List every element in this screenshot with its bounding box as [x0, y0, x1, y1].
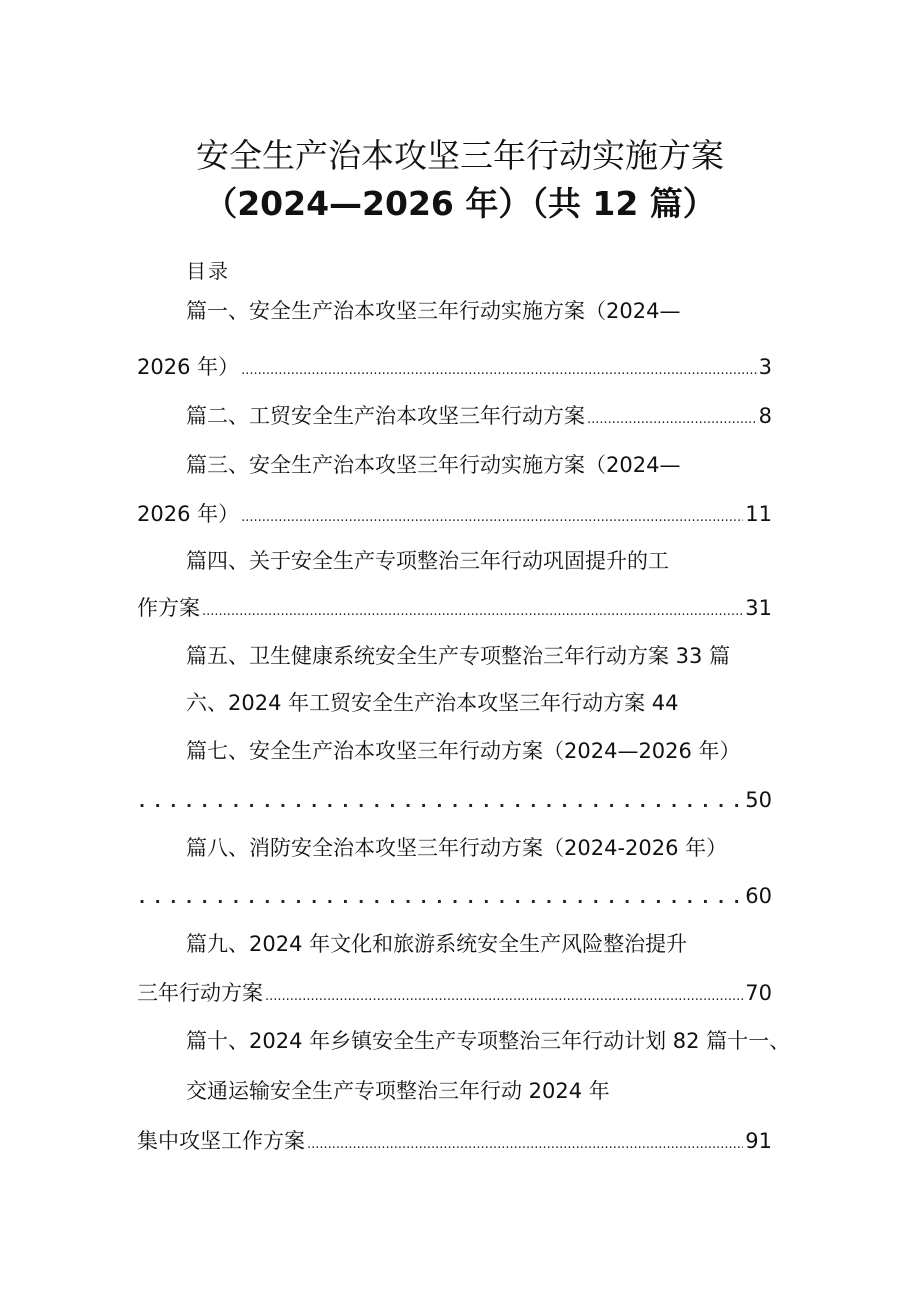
toc-entry-1-line-2[interactable] [137, 352, 772, 382]
toc-page-number: 31 [745, 596, 772, 620]
toc-entry-text: 篇二、工贸安全生产治本攻坚三年行动方案 [186, 404, 585, 428]
toc-page-number: 60 [745, 884, 772, 908]
toc-page-number: 11 [745, 502, 772, 526]
leader-dots [265, 982, 743, 1012]
toc-entry-3-line-1[interactable]: 篇三、安全生产治本攻坚三年行动实施方案（2024— [186, 453, 681, 477]
leader-dots [139, 883, 743, 915]
document-title-line-1: 安全生产治本攻坚三年行动实施方案 [196, 136, 724, 175]
toc-entry-5[interactable]: 篇五、卫生健康系统安全生产专项整治三年行动方案 33 篇 [186, 644, 731, 668]
toc-entry-6[interactable]: 六、2024 年工贸安全生产治本攻坚三年行动方案 44 [186, 691, 679, 715]
toc-heading: 目录 [186, 259, 230, 283]
toc-entry-10[interactable]: 篇十、2024 年乡镇安全生产专项整治三年行动计划 82 篇十一、 [186, 1029, 791, 1053]
leader-dots [139, 787, 743, 819]
document-title-line-2: （2024—2026 年）（共 12 篇） [204, 184, 716, 223]
leader-dots [307, 1130, 743, 1160]
toc-page-number: 3 [758, 355, 772, 379]
toc-entry-9-line-1[interactable]: 篇九、2024 年文化和旅游系统安全生产风险整治提升 [186, 932, 688, 956]
toc-entry-text: 2026 年） [137, 355, 240, 379]
toc-entry-text: 集中攻坚工作方案 [137, 1129, 305, 1153]
toc-page-number: 91 [745, 1129, 772, 1153]
toc-entry-9-line-2[interactable] [137, 978, 772, 1008]
toc-page-number: 8 [758, 404, 772, 428]
toc-page-number: 70 [745, 981, 772, 1005]
toc-entry-11-line-2[interactable] [137, 1126, 772, 1156]
toc-entry-8-line-1[interactable]: 篇八、消防安全治本攻坚三年行动方案（2024-2026 年） [186, 836, 728, 860]
leader-dots [241, 356, 757, 386]
leader-dots [202, 597, 743, 627]
toc-page-number: 50 [745, 788, 772, 812]
toc-entry-text: 三年行动方案 [137, 981, 263, 1005]
toc-entry-4-line-1[interactable]: 篇四、关于安全生产专项整治三年行动巩固提升的工 [186, 549, 669, 573]
toc-entry-7-line-1[interactable]: 篇七、安全生产治本攻坚三年行动方案（2024—2026 年） [186, 739, 741, 763]
toc-entry-text: 作方案 [137, 596, 200, 620]
toc-entry-7-line-2[interactable] [137, 785, 772, 815]
toc-entry-text: 2026 年） [137, 502, 240, 526]
toc-entry-3-line-2[interactable] [137, 499, 772, 529]
toc-entry-8-line-2[interactable] [137, 881, 772, 911]
toc-entry-1-line-1[interactable]: 篇一、安全生产治本攻坚三年行动实施方案（2024— [186, 299, 681, 323]
toc-entry-11-line-1[interactable]: 交通运输安全生产专项整治三年行动 2024 年 [186, 1079, 610, 1103]
toc-entry-2[interactable] [186, 401, 772, 431]
toc-entry-4-line-2[interactable] [137, 593, 772, 623]
leader-dots [241, 503, 743, 533]
leader-dots [587, 405, 757, 435]
